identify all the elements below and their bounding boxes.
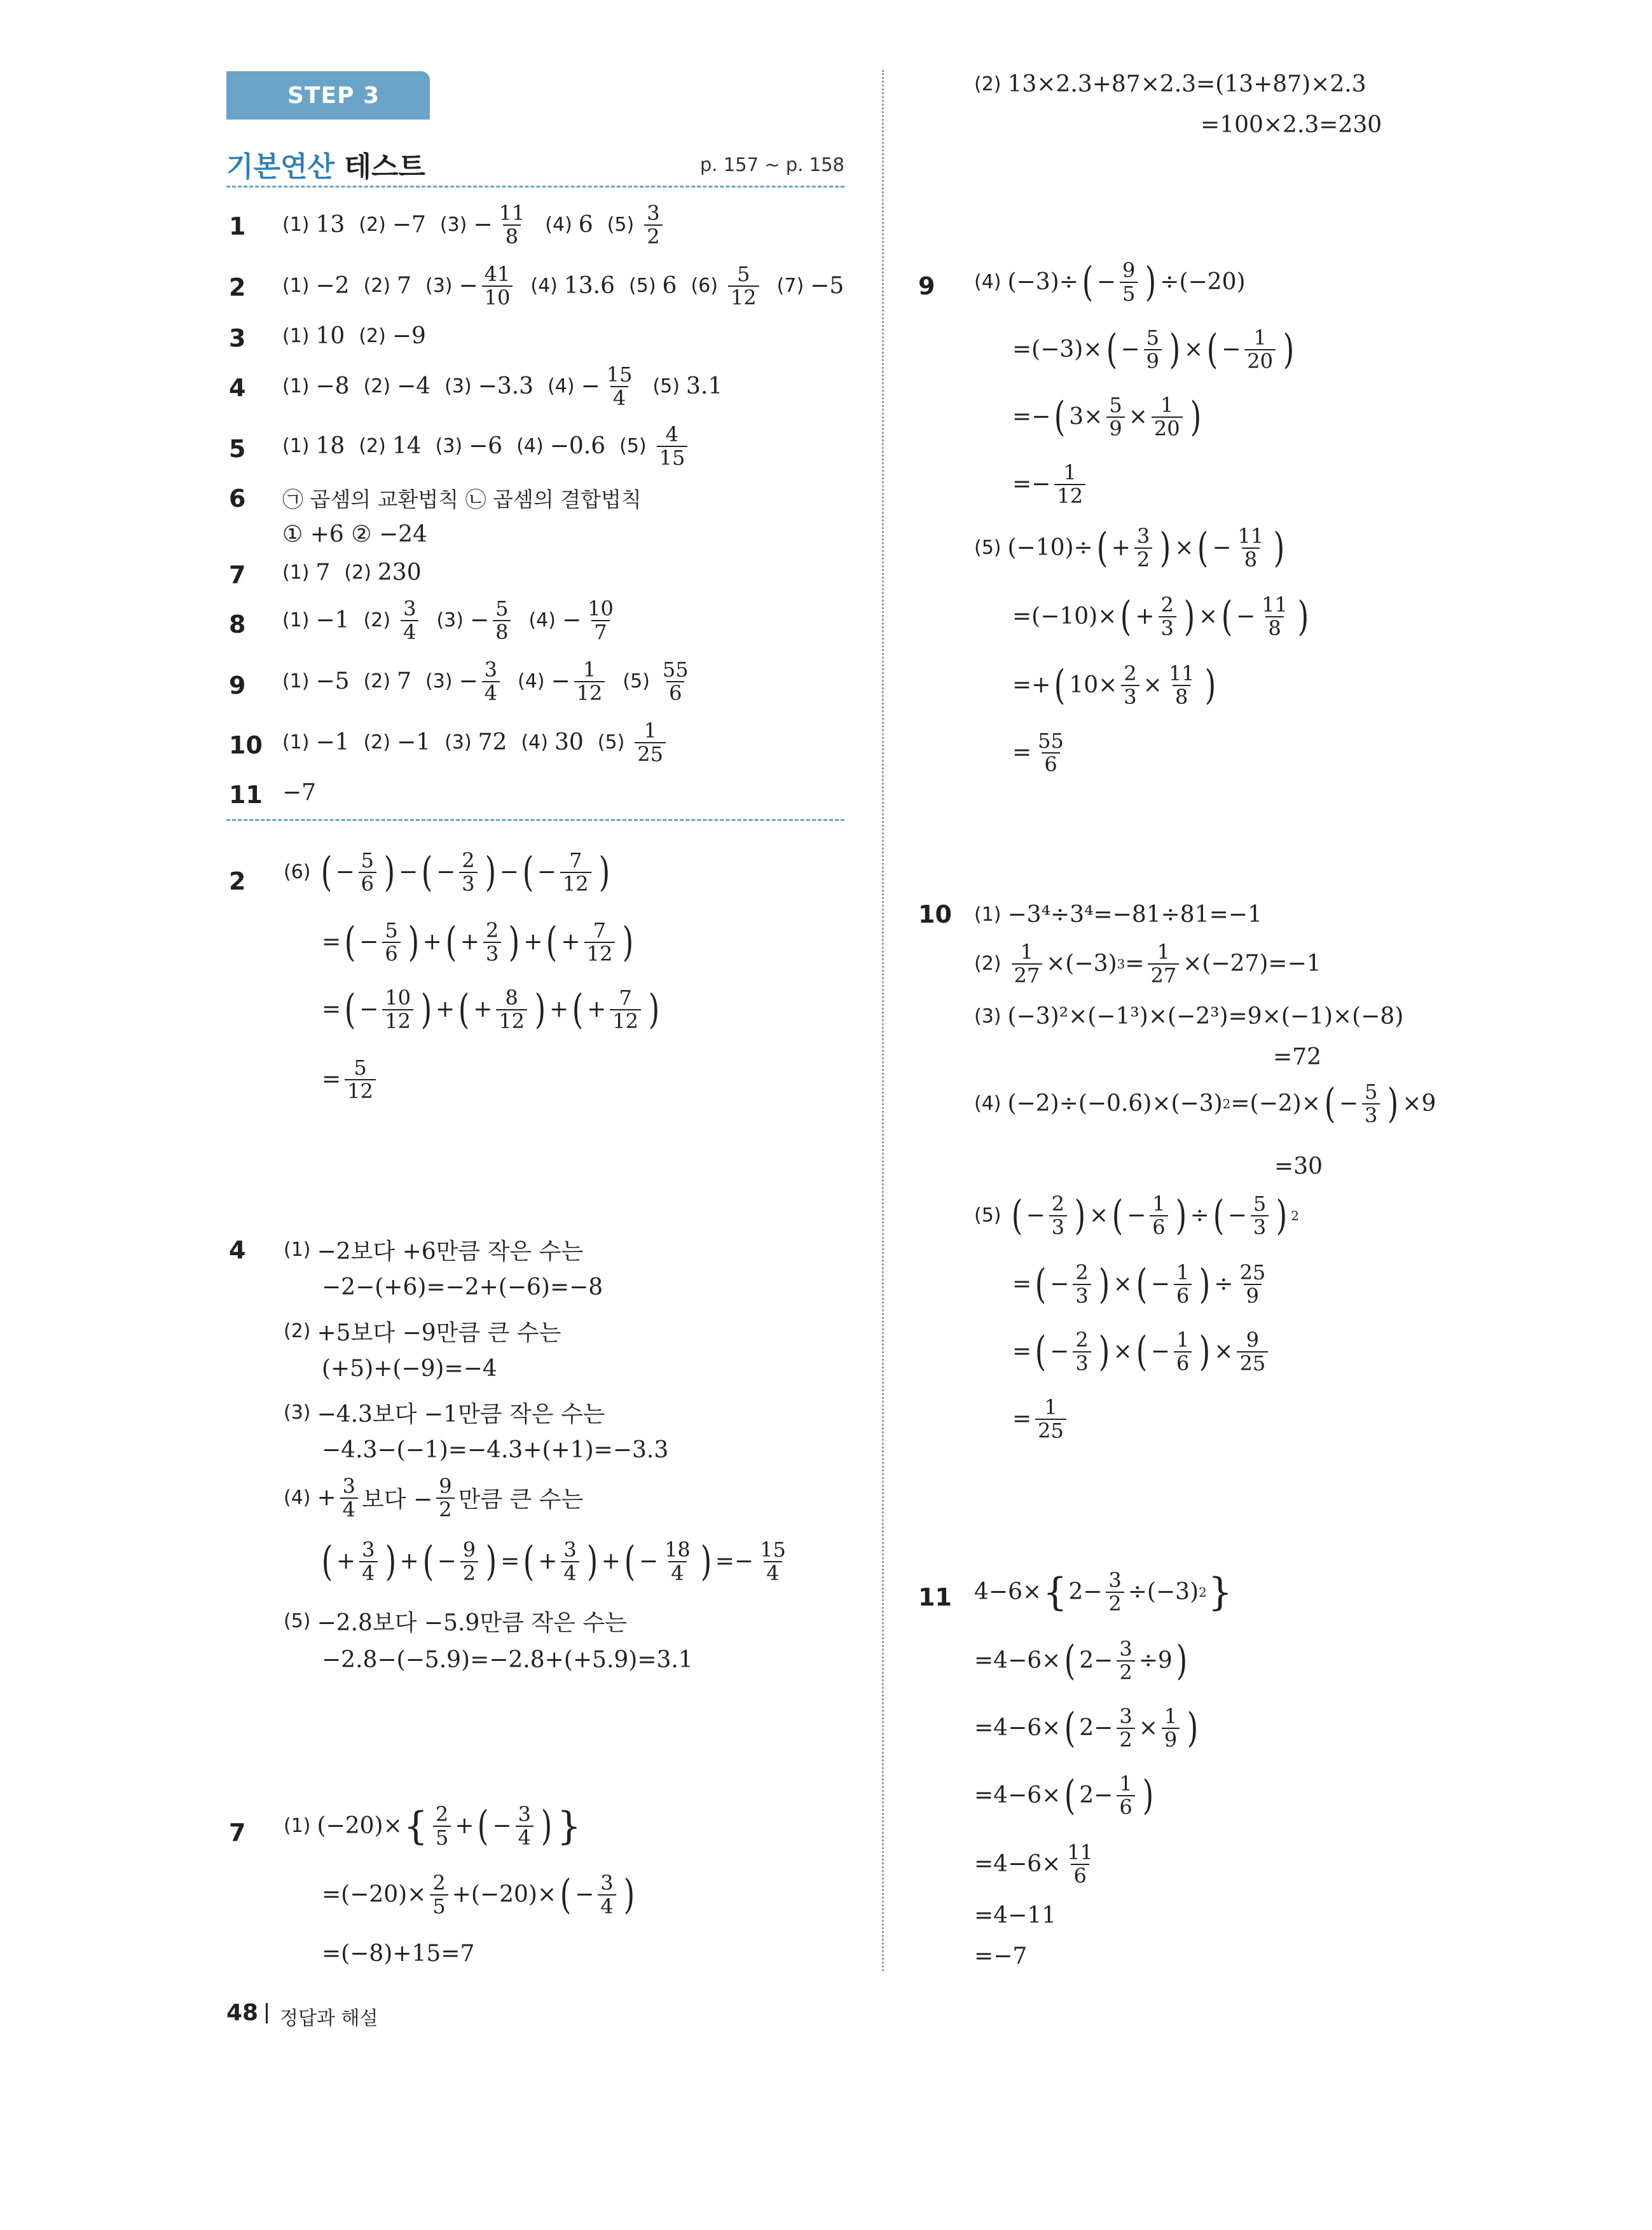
sol7-p2a-text: 13×2.3+87×2.3=(13+87)×2.3	[1007, 71, 1366, 97]
sol9-4-line-2: =(−3)× ( − $\frac{5}{9}$ ) × ( − $\frac{1}{20}$ )	[1012, 326, 1295, 373]
step-tab	[226, 71, 430, 120]
sol2-line-1: (6) ( − $\frac{5}{6}$ ) − ( − $\frac{2}{3}$ ) − ( − $\frac{7}{12}$ )	[284, 848, 610, 896]
sol4-p3b: −4.3−(−1)=−4.3+(+1)=−3.3	[322, 1437, 669, 1463]
answer-line-8: (1) −1 (2) $\frac{3}{4}$ (3) − $\frac{5}{8}$ (4) − $\frac{10}{7}$	[282, 596, 614, 644]
answer-line-1: (1) 13 (2) −7 (3) − $\frac{11}{8}$ (4) 6 (5) $\frac{3}{2}$	[282, 202, 666, 247]
answer-line-3: (1) 10 (2) −9	[282, 323, 426, 349]
sol4-p4: (4) + $\frac{3}{4}$ 보다 − $\frac{9}{2}$ 만큼 큰 수는	[284, 1474, 584, 1522]
sol9-4-line-3: =− ( 3× $\frac{5}{9}$ × $\frac{1}{20}$ )	[1012, 393, 1201, 441]
answer-number: 3	[229, 324, 246, 352]
sol4-p5: (5) −2.8보다 −5.9만큼 작은 수는	[284, 1605, 627, 1637]
answer-number: 1	[229, 212, 246, 240]
column-divider	[882, 70, 884, 1971]
sol11-line-2: =4−6× ( 2− $\frac{3}{2}$ ÷9 )	[974, 1637, 1188, 1684]
answer-line-7: (1) 7 (2) 230	[282, 560, 422, 586]
sol7-p2a: (2) 13×2.3+87×2.3=(13+87)×2.3	[974, 71, 1366, 97]
sol4-p5-text: −2.8보다 −5.9만큼 작은 수는	[317, 1610, 627, 1636]
sol10-5-line-2: = ( − $\frac{2}{3}$ ) × ( − $\frac{1}{6}$ ) ÷ $\frac{25}{9}$	[1012, 1260, 1266, 1308]
answer-line-9: (1) −5 (2) 7 (3) − $\frac{3}{4}$ (4) − $\frac{1}{12}$ (5) $\frac{55}{6}$	[282, 657, 689, 705]
sol9-5-line-3: =+ ( 10× $\frac{2}{3}$ × $\frac{11}{8}$ )	[1012, 661, 1216, 709]
sol11-line-6: =4−11	[974, 1903, 1057, 1929]
sol4-p1b: −2−(+6)=−2+(−6)=−8	[322, 1274, 603, 1300]
sol10-1: (1) −3⁴÷3⁴=−81÷81=−1	[974, 902, 1262, 928]
sol9-4-line-1: (4) (−3)÷ ( − $\frac{9}{5}$ ) ÷(−20)	[974, 258, 1246, 306]
section-title-rest: 테스트	[344, 151, 425, 183]
answer-line-11: −7	[282, 780, 317, 806]
answer-number: 11	[229, 781, 263, 809]
sol7-line-3: =(−8)+15=7	[322, 1941, 475, 1967]
answer-number: 9	[229, 671, 246, 699]
sol7-p2b: =100×2.3=230	[1201, 112, 1382, 138]
answer-number: 7	[229, 561, 246, 589]
answer-number: 5	[229, 435, 246, 463]
sol4-p3-text: −4.3보다 −1만큼 작은 수는	[317, 1401, 605, 1428]
sol11-line-7: =−7	[974, 1943, 1028, 1969]
sol4-p1: (1) −2보다 +6만큼 작은 수는	[284, 1234, 583, 1266]
solution-number: 9	[918, 272, 935, 300]
summary-divider	[226, 819, 844, 821]
answer-number: 10	[229, 731, 263, 759]
sol9-5-line-2: =(−10)× ( + $\frac{2}{3}$ ) × ( − $\frac{11}{8}$ )	[1012, 593, 1309, 640]
answer-number: 4	[229, 374, 246, 402]
sol7-line-2: =(−20)× $\frac{2}{5}$ +(−20)× ( − $\frac{3}{4}$ )	[322, 1871, 635, 1918]
sol4-p1-text: −2보다 +6만큼 작은 수는	[317, 1239, 584, 1265]
sol10-5-line-1: (5) ( − $\frac{2}{3}$ ) × ( − $\frac{1}{6}$ ) ÷ ( − $\frac{5}{3}$ ) 2	[974, 1192, 1299, 1239]
sol2-line-3: = ( − $\frac{10}{12}$ ) + ( + $\frac{8}{12}$ ) + ( + $\frac{7}{12}$ )	[322, 986, 660, 1033]
section-title-highlight: 기본연산	[226, 151, 335, 183]
sol10-5-line-4: = $\frac{1}{25}$	[1012, 1396, 1070, 1442]
section-title	[226, 144, 425, 184]
sol4-p2-text: +5보다 −9만큼 큰 수는	[317, 1320, 561, 1346]
sol11-line-3: =4−6× ( 2− $\frac{3}{2}$ × $\frac{1}{9}$ )	[974, 1704, 1199, 1752]
footer-label: 정답과 해설	[280, 2007, 378, 2030]
answer-line-6a: ㉠ 곱셈의 교환법칙 ㉡ 곱셈의 결합법칙	[282, 487, 642, 512]
sol9-5-line-1: (5) (−10)÷ ( + $\frac{3}{2}$ ) × ( − $\frac{11}{8}$ )	[974, 524, 1285, 572]
step-label: STEP 3	[287, 83, 380, 109]
sol2-line-2: = ( − $\frac{5}{6}$ ) + ( + $\frac{2}{3}$ ) + ( + $\frac{7}{12}$ )	[322, 918, 634, 966]
sol11-line-5: =4−6× $\frac{11}{6}$	[974, 1840, 1094, 1888]
answer-number: 2	[229, 273, 246, 301]
sol4-p2: (2) +5보다 −9만큼 큰 수는	[284, 1315, 561, 1347]
sol7-line-1: (1) (−20)× { $\frac{2}{5}$ + ( − $\frac{3}{4}$ ) }	[284, 1802, 582, 1850]
answer-line-2: (1) −2 (2) 7 (3) − $\frac{41}{10}$ (4) 13.6 (5) 6 (6) $\frac{5}{12}$ (7) −5	[282, 262, 844, 310]
sol4-p3: (3) −4.3보다 −1만큼 작은 수는	[284, 1396, 605, 1429]
sol10-5-line-3: = ( − $\frac{2}{3}$ ) × ( − $\frac{1}{6}$ ) × $\frac{9}{25}$	[1012, 1329, 1272, 1374]
sol10-4a: (4) (−2)÷(−0.6)×(−3) 2 =(−2)× ( − $\frac{5}{3}$ ) ×9	[974, 1080, 1436, 1127]
sol10-3a-text: (−3)²×(−1³)×(−2³)=9×(−1)×(−8)	[1007, 1003, 1404, 1029]
sol10-3a: (3) (−3)²×(−1³)×(−2³)=9×(−1)×(−8)	[974, 1003, 1404, 1029]
sol4-p4b: ( + $\frac{3}{4}$ ) + ( − $\frac{9}{2}$ ) = ( + $\frac{3}{4}$ ) + ( − $\frac{18}{4}$ ) =− $\frac{15}{4}$	[321, 1538, 786, 1585]
solution-number: 7	[229, 1819, 246, 1847]
solution-number: 4	[229, 1236, 246, 1264]
sol4-p2b: (+5)+(−9)=−4	[322, 1356, 497, 1382]
solution-number: 11	[918, 1583, 952, 1611]
answer-line-5: (1) 18 (2) 14 (3) −6 (4) −0.6 (5) $\frac{4}{15}$	[282, 423, 691, 469]
header-divider	[226, 186, 844, 188]
answer-line-6b: ① +6 ② −24	[282, 521, 427, 547]
sol10-3b: =72	[1273, 1044, 1321, 1070]
page-range: p. 157 ~ p. 158	[699, 154, 844, 176]
sol9-5-line-4: = $\frac{55}{6}$	[1012, 729, 1064, 776]
footer-separator	[266, 2003, 268, 2023]
sol10-2: (2) $\frac{1}{27}$ ×(−3) 3 = $\frac{1}{27}$ ×(−27)=−1	[974, 940, 1321, 988]
sol10-1-text: −3⁴÷3⁴=−81÷81=−1	[1007, 902, 1262, 928]
answer-number: 6	[229, 485, 246, 513]
sol11-line-4: =4−6× ( 2− $\frac{1}{6}$ )	[974, 1772, 1153, 1819]
sol11-line-1: 4−6× { 2− $\frac{3}{2}$ ÷(−3) 2 }	[974, 1568, 1233, 1616]
sol2-line-4: = $\frac{5}{12}$	[322, 1057, 380, 1102]
sol4-p5b: −2.8−(−5.9)=−2.8+(+5.9)=3.1	[322, 1647, 693, 1673]
solution-number: 2	[229, 867, 246, 895]
page-number: 48	[226, 2000, 259, 2026]
solution-number: 10	[918, 900, 952, 928]
answer-line-10: (1) −1 (2) −1 (3) 72 (4) 30 (5) $\frac{1}{25}$	[282, 720, 670, 765]
sol9-4-line-4: =− $\frac{1}{12}$	[1012, 462, 1089, 507]
sol10-4b: =30	[1274, 1153, 1323, 1180]
answer-number: 8	[229, 610, 246, 638]
answer-line-4: (1) −8 (2) −4 (3) −3.3 (4) − $\frac{15}{4}$ (5) 3.1	[282, 362, 723, 410]
